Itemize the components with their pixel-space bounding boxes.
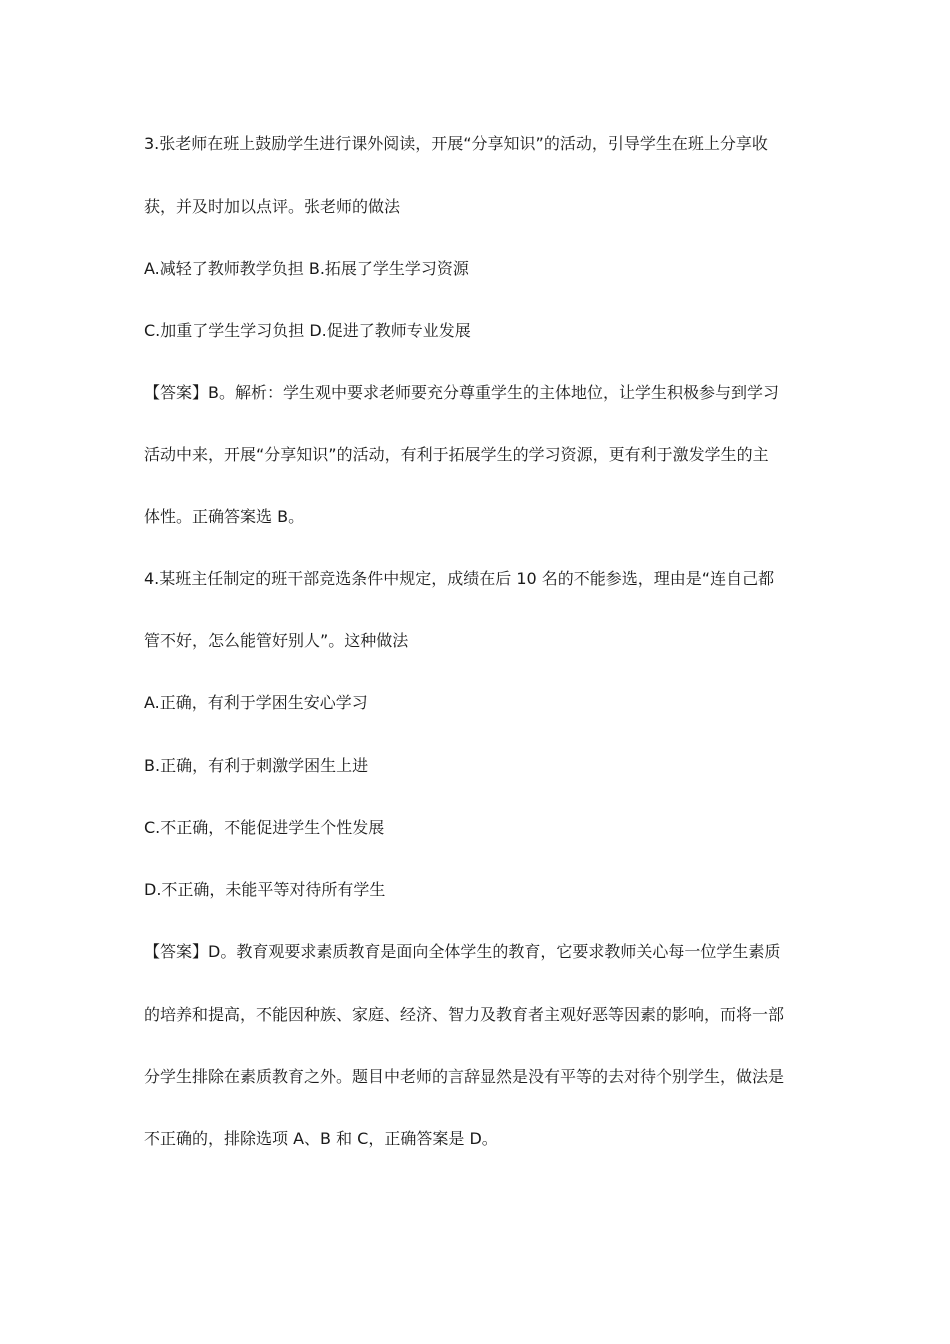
- question-4-option-b: B.正确，有利于刺激学困生上进: [144, 756, 369, 775]
- question-4-option-a: A.正确，有利于学困生安心学习: [144, 693, 368, 712]
- question-4-answer-line-2: 的培养和提高，不能因种族、家庭、经济、智力及教育者主观好恶等因素的影响，而将一部: [144, 1005, 785, 1024]
- question-4-stem-line-2: 管不好，怎么能管好别人”。这种做法: [144, 631, 409, 650]
- question-4-answer-line-4: 不正确的，排除选项 A、B 和 C，正确答案是 D。: [144, 1129, 498, 1148]
- question-4-option-c: C.不正确，不能促进学生个性发展: [144, 818, 385, 837]
- question-4-stem-line-1: 4.某班主任制定的班干部竞选条件中规定，成绩在后 10 名的不能参选，理由是“连自己都: [144, 569, 775, 588]
- question-3-options-line-2: C.加重了学生学习负担 D.促进了教师专业发展: [144, 321, 471, 340]
- question-4-option-d: D.不正确，未能平等对待所有学生: [144, 880, 386, 899]
- question-3-options-line-1: A.减轻了教师教学负担 B.拓展了学生学习资源: [144, 259, 469, 278]
- question-3-stem-line-1: 3.张老师在班上鼓励学生进行课外阅读，开展“分享知识”的活动，引导学生在班上分享收: [144, 134, 768, 153]
- question-4-answer-line-1: 【答案】D。教育观要求素质教育是面向全体学生的教育，它要求教师关心每一位学生素质: [144, 942, 781, 961]
- question-3-answer-line-1: 【答案】B。解析：学生观中要求老师要充分尊重学生的主体地位，让学生积极参与到学习: [144, 383, 779, 402]
- question-3-answer-line-3: 体性。正确答案选 B。: [144, 507, 305, 526]
- question-3-stem-line-2: 获，并及时加以点评。张老师的做法: [144, 197, 401, 216]
- question-3-answer-line-2: 活动中来，开展“分享知识”的活动，有利于拓展学生的学习资源，更有利于激发学生的主: [144, 445, 769, 464]
- question-4-answer-line-3: 分学生排除在素质教育之外。题目中老师的言辞显然是没有平等的去对待个别学生，做法是: [144, 1067, 785, 1086]
